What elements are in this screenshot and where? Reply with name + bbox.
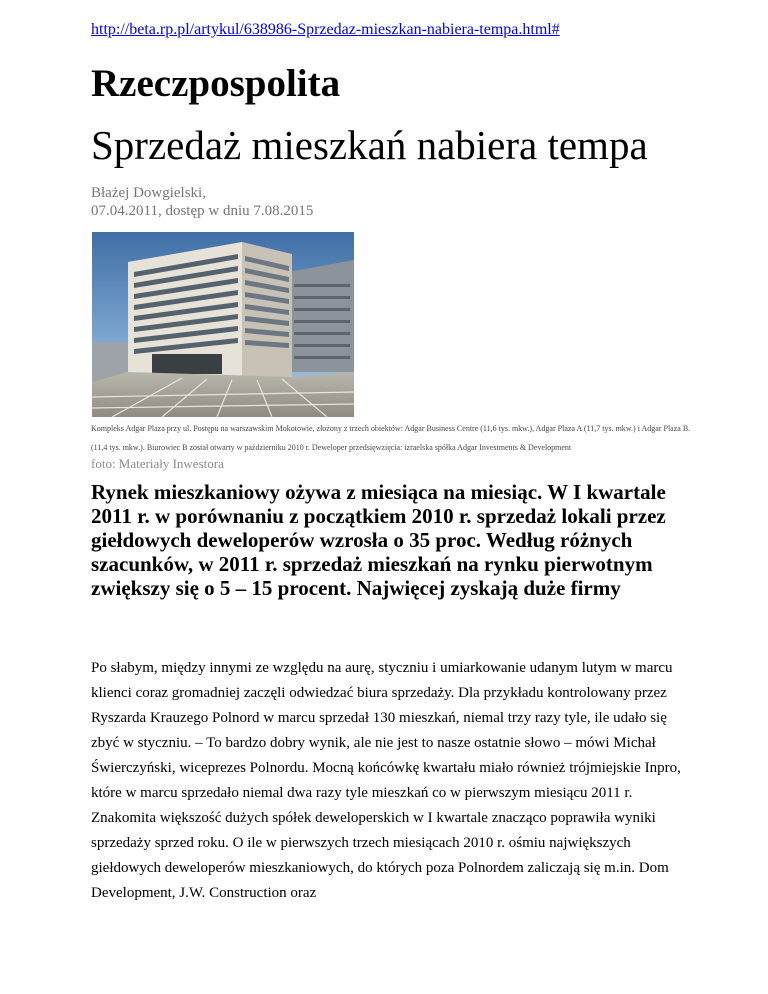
- author-name: Błażej Dowgielski,: [91, 185, 206, 201]
- masthead: Rzeczpospolita: [91, 62, 341, 105]
- photo-credit: foto: Materiały Inwestora: [91, 456, 224, 471]
- article-title: Sprzedaż mieszkań nabiera tempa: [91, 122, 648, 168]
- building-photo-image: [92, 232, 354, 417]
- publication-date: 07.04.2011, dostęp w dniu 7.08.2015: [91, 203, 314, 219]
- article-body: Po słabym, między innymi ze względu na aurę, styczniu i umiarkowanie udanym lutym w marcu klienci coraz gromadniej zaczęli odwiedzać biura sprzedaży. Dla przykładu kontrolowany przez Ryszarda Krauzego Polnord w marcu sprzedał 130 mieszkań, niemal trzy razy tyle, ile udało się zbyć w styczniu. – To bardzo dobry wynik, ale nie jest to nasze ostatnie słowo – mówi Michał Świerczyński, wiceprezes Polnordu. Mocną końcówkę kwartału miało również trójmiejskie Inpro, które w marcu sprzedało niemal dwa razy tyle mieszkań co w pierwszym miesiącu 2011 r. Znakomita większość dużych spółek deweloperskich w I kwartale znacząco poprawiła wyniki sprzedaży sprzed roku. O ile w pierwszych trzech miesiącach 2010 r. ośmiu największych giełdowych deweloperów mieszkaniowych, do których poza Polnordem zaliczają się m.in. Dom Development, J.W. Construction oraz: [91, 660, 681, 901]
- article-lead: Rynek mieszkaniowy ożywa z miesiąca na miesiąc. W I kwartale 2011 r. w porównaniu z początkiem 2010 r. sprzedaż lokali przez giełdowych deweloperów wzrosła o 35 proc. Według różnych szacunków, w 2011 r. sprzedaż mieszkań na rynku pierwotnym zwiększy się o 5 – 15 procent. Najwięcej zyskają duże firmy: [91, 480, 666, 600]
- photo-caption: Kompleks Adgar Plaza przy ul. Postępu na warszawskim Mokotowie, złożony z trzech obiektów: Adgar Business Centre (11,6 tys. mkw.), Adgar Plaza A (11,7 tys. mkw.) i Adgar Plaza B. (11,4 tys. mkw.). Biurowiec B został otwarty w październiku 2010 r. Deweloper przedsięwzięcia: izraelska spółka Adgar Investments & Development: [91, 424, 691, 452]
- article-photo: [92, 232, 354, 417]
- byline: [91, 184, 313, 220]
- source-url-link[interactable]: http://beta.rp.pl/artykul/638986-Sprzedaz-mieszkan-nabiera-tempa.html#: [91, 21, 560, 38]
